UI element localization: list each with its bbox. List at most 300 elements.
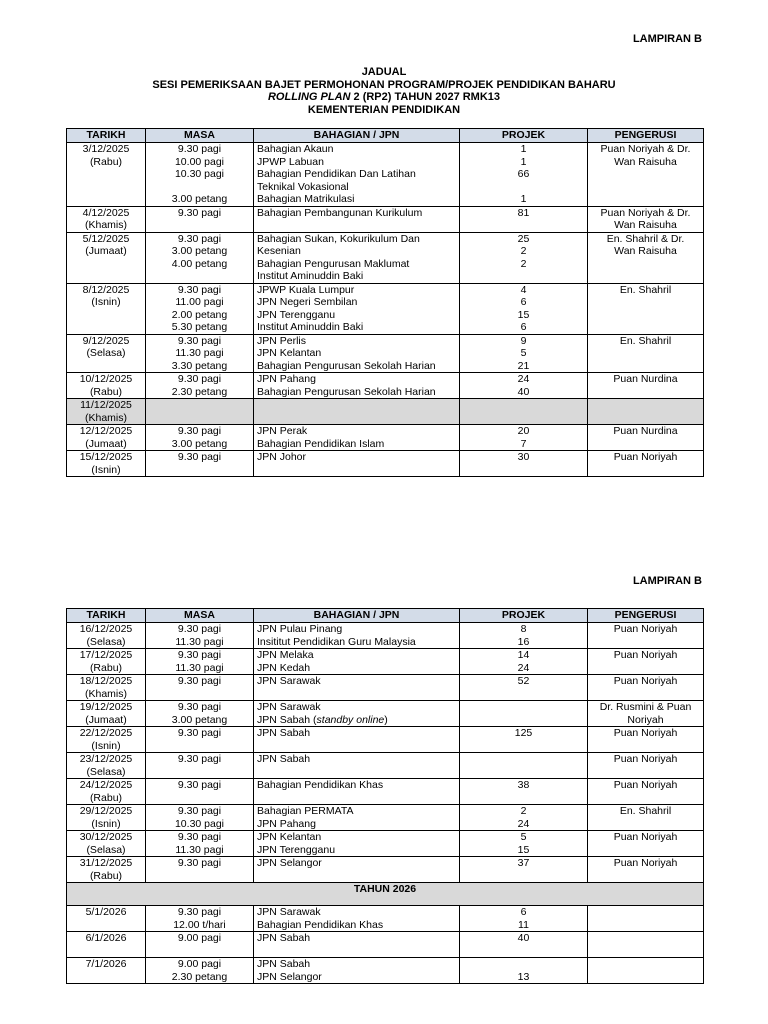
masa-line: 9.30 pagi (177, 675, 222, 687)
projek-line: 15 (517, 843, 530, 856)
cell-bahagian (254, 334, 460, 373)
tarikh-line: (Isnin) (91, 739, 121, 752)
tarikh-line: (Rabu) (89, 869, 123, 882)
tarikh-line (70, 193, 142, 206)
table-header-row (67, 609, 704, 623)
pengerusi-line (591, 438, 700, 451)
bahagian-line: JPN Selangor (257, 857, 322, 869)
year-divider-row (67, 883, 704, 906)
bahagian-line: Kesenian (257, 245, 301, 257)
pengerusi-line (591, 347, 700, 360)
pengerusi-line (591, 688, 700, 701)
masa-line: 12.00 t/hari (173, 918, 226, 931)
cell-bahagian (254, 753, 460, 779)
cell-pengerusi (588, 334, 704, 373)
pengerusi-line: Wan Raisuha (614, 155, 677, 168)
header-masa: MASA (146, 609, 254, 623)
masa-line: 5.30 petang (171, 321, 228, 333)
heading-line-2: SESI PEMERIKSAAN BAJET PERMOHONAN PROGRAM/PROJEK PENDIDIKAN BAHARU (152, 78, 616, 91)
cell-projek (460, 373, 588, 399)
tarikh-line: (Jumaat) (85, 713, 127, 726)
bahagian-line: JPN Sabah (257, 753, 311, 765)
projek-line (463, 870, 584, 883)
projek-line: 40 (517, 932, 530, 944)
table-row (67, 425, 704, 451)
masa-line: 10.30 pagi (174, 817, 225, 830)
pengerusi-line: Noriyah (627, 713, 664, 726)
bahagian-line: Institut Aminuddin Baki (257, 321, 364, 333)
projek-line (463, 753, 584, 766)
pengerusi-line (591, 412, 700, 425)
bahagian-line: JPN Pulau Pinang (257, 623, 343, 635)
tarikh-line: 18/12/2025 (79, 675, 133, 687)
table-row (67, 932, 704, 958)
tarikh-line: 31/12/2025 (79, 857, 133, 869)
cell-tarikh (67, 831, 146, 857)
bahagian-line: Bahagian Sukan, Kokurikulum Dan (257, 232, 420, 245)
pengerusi-line: Puan Noriyah (613, 623, 678, 635)
table-row (67, 857, 704, 883)
cell-pengerusi (588, 831, 704, 857)
cell-tarikh (67, 805, 146, 831)
tarikh-line: (Rabu) (89, 791, 123, 804)
tarikh-line: 3/12/2025 (82, 143, 130, 155)
bahagian-line (257, 740, 456, 753)
cell-masa (146, 143, 254, 207)
cell-tarikh (67, 206, 146, 232)
pengerusi-line: Puan Nurdina (613, 373, 678, 385)
pengerusi-line: Puan Noriyah & Dr. (600, 206, 691, 219)
cell-masa (146, 831, 254, 857)
cell-projek (460, 727, 588, 753)
cell-tarikh (67, 334, 146, 373)
schedule-table-2 (66, 608, 704, 984)
tarikh-line (70, 168, 142, 181)
tarikh-line (70, 945, 142, 958)
cell-projek (460, 831, 588, 857)
cell-tarikh (67, 779, 146, 805)
projek-line: 9 (520, 334, 527, 347)
tarikh-line (70, 270, 142, 283)
table-row (67, 451, 704, 477)
tarikh-line: 6/1/2026 (85, 932, 127, 944)
cell-tarikh (67, 649, 146, 675)
masa-line: 9.30 pagi (177, 805, 222, 817)
cell-tarikh (67, 425, 146, 451)
cell-masa (146, 206, 254, 232)
cell-pengerusi (588, 727, 704, 753)
cell-tarikh (67, 143, 146, 207)
projek-line (463, 412, 584, 425)
tarikh-line: (Selasa) (86, 635, 126, 648)
cell-bahagian (254, 143, 460, 207)
lampiran-label: LAMPIRAN B (632, 33, 702, 45)
bahagian-line: Bahagian Pengurusan Sekolah Harian (257, 359, 436, 372)
cell-pengerusi (588, 373, 704, 399)
cell-pengerusi (588, 779, 704, 805)
masa-line (149, 270, 250, 283)
tarikh-line (70, 181, 142, 194)
masa-line: 10.00 pagi (174, 155, 225, 168)
bahagian-line: Teknikal Vokasional (257, 180, 349, 193)
cell-projek (460, 649, 588, 675)
table-row (67, 143, 704, 207)
cell-projek (460, 675, 588, 701)
cell-bahagian (254, 206, 460, 232)
bahagian-line: JPN Pahang (257, 817, 316, 830)
masa-line: 3.00 petang (171, 713, 228, 726)
masa-line: 9.00 pagi (177, 932, 222, 944)
pengerusi-line (591, 360, 700, 373)
tarikh-line: (Selasa) (86, 347, 126, 359)
cell-pengerusi (588, 932, 704, 958)
pengerusi-line (591, 662, 700, 675)
masa-line: 9.00 pagi (177, 958, 222, 970)
projek-line: 2 (520, 805, 527, 817)
cell-pengerusi (588, 857, 704, 883)
cell-pengerusi (588, 425, 704, 451)
bahagian-italic-note: standby online (316, 713, 385, 726)
tarikh-line: (Khamis) (84, 219, 127, 231)
header-pengerusi: PENGERUSI (588, 609, 704, 623)
header-bahagian: BAHAGIAN / JPN (254, 129, 460, 143)
cell-projek (460, 334, 588, 373)
projek-line: 81 (517, 206, 530, 219)
masa-line: 9.30 pagi (177, 649, 222, 661)
masa-line: 11.30 pagi (175, 661, 224, 674)
projek-line: 1 (520, 193, 527, 205)
bahagian-line (257, 464, 456, 477)
projek-line: 11 (518, 918, 529, 931)
tarikh-line: 29/12/2025 (79, 805, 133, 817)
cell-bahagian (254, 675, 460, 701)
bahagian-line (257, 412, 456, 425)
tarikh-line (70, 971, 142, 984)
cell-tarikh (67, 373, 146, 399)
cell-tarikh (67, 932, 146, 958)
cell-bahagian (254, 779, 460, 805)
masa-line: 9.30 pagi (177, 701, 222, 713)
projek-line: 1 (520, 155, 527, 168)
bahagian-line: Bahagian Akaun (257, 143, 334, 155)
tarikh-line: 19/12/2025 (79, 701, 133, 713)
bahagian-line: JPWP Kuala Lumpur (257, 283, 355, 296)
masa-line: 11.30 pagi (175, 347, 224, 359)
cell-projek (460, 206, 588, 232)
cell-projek (460, 143, 588, 207)
masa-line: 4.00 petang (171, 257, 228, 270)
cell-masa (146, 932, 254, 958)
pengerusi-line (591, 906, 700, 919)
cell-projek (460, 753, 588, 779)
bahagian-line: JPN Negeri Sembilan (257, 296, 358, 308)
bahagian-line: Bahagian Pendidikan Khas (257, 918, 384, 931)
pengerusi-line (591, 296, 700, 309)
tarikh-line: 16/12/2025 (79, 623, 133, 635)
heading-line-1: JADUAL (361, 66, 407, 78)
pengerusi-line: Puan Noriyah & Dr. (600, 143, 691, 155)
bahagian-line: JPN Kelantan (257, 831, 322, 843)
lampiran-label: LAMPIRAN B (632, 575, 702, 587)
masa-line: 3.00 petang (171, 245, 228, 257)
projek-line: 2 (520, 245, 527, 257)
bahagian-line: JPN Melaka (257, 649, 314, 661)
table-row (67, 675, 704, 701)
pengerusi-line (591, 958, 700, 971)
pengerusi-line (591, 386, 700, 399)
cell-pengerusi (588, 451, 704, 477)
masa-line: 3.00 petang (171, 437, 228, 450)
pengerusi-line (591, 919, 700, 932)
heading-line-3-rest: 2 (RP2) TAHUN 2027 RMK13 (350, 91, 501, 103)
masa-line: 9.30 pagi (177, 373, 222, 385)
pengerusi-line (591, 766, 700, 779)
bahagian-tail: ) (384, 713, 388, 726)
masa-line (149, 740, 250, 753)
cell-projek (460, 701, 588, 727)
tarikh-line (70, 360, 142, 373)
cell-masa (146, 727, 254, 753)
cell-projek (460, 451, 588, 477)
table-row (67, 649, 704, 675)
cell-tarikh (67, 753, 146, 779)
tarikh-line: 9/12/2025 (82, 334, 130, 347)
pengerusi-line (591, 309, 700, 322)
projek-line: 25 (517, 232, 530, 245)
pengerusi-line: Wan Raisuha (614, 219, 677, 231)
pengerusi-line: Puan Nurdina (613, 425, 678, 437)
projek-line: 24 (517, 661, 530, 674)
cell-masa (146, 649, 254, 675)
bahagian-line (257, 688, 456, 701)
tarikh-line (70, 258, 142, 271)
cell-tarikh (67, 958, 146, 984)
cell-tarikh (67, 232, 146, 283)
masa-line (149, 870, 250, 883)
bahagian-line: Bahagian Pendidikan Dan Latihan (257, 168, 416, 180)
pengerusi-line (591, 168, 700, 181)
masa-line (149, 219, 250, 232)
projek-line (463, 688, 584, 701)
cell-projek (460, 399, 588, 425)
bahagian-line: JPN Sarawak (257, 906, 321, 918)
cell-pengerusi (588, 906, 704, 932)
projek-line (463, 766, 584, 779)
bahagian-line (257, 792, 456, 805)
cell-masa (146, 425, 254, 451)
pengerusi-line (591, 636, 700, 649)
projek-line (463, 181, 584, 194)
cell-tarikh (67, 857, 146, 883)
cell-tarikh (67, 727, 146, 753)
table-row (67, 334, 704, 373)
table-row (67, 831, 704, 857)
projek-line: 2 (520, 257, 527, 270)
cell-masa (146, 701, 254, 727)
pengerusi-line: Dr. Rusmini & Puan (599, 701, 692, 713)
projek-line: 13 (517, 970, 530, 983)
projek-line: 5 (520, 831, 527, 843)
projek-line (463, 740, 584, 753)
projek-line: 24 (517, 373, 530, 385)
masa-line: 9.30 pagi (177, 753, 222, 765)
masa-line: 9.30 pagi (177, 334, 222, 347)
header-projek: PROJEK (460, 129, 588, 143)
pengerusi-line: En. Shahril (619, 334, 672, 347)
cell-pengerusi (588, 399, 704, 425)
tarikh-line: 15/12/2025 (79, 451, 133, 463)
bahagian-line: JPN Perak (257, 425, 308, 437)
projek-line (463, 958, 584, 971)
masa-line (149, 792, 250, 805)
projek-line: 7 (520, 437, 527, 450)
pengerusi-line: Puan Noriyah (613, 831, 678, 843)
tarikh-line: 5/1/2026 (85, 906, 127, 918)
cell-tarikh (67, 701, 146, 727)
cell-projek (460, 623, 588, 649)
cell-masa (146, 779, 254, 805)
masa-line: 11.30 pagi (175, 843, 224, 856)
projek-line (463, 219, 584, 232)
pengerusi-line (591, 792, 700, 805)
bahagian-line: Bahagian Pendidikan Khas (257, 779, 384, 791)
cell-bahagian (254, 831, 460, 857)
cell-masa (146, 906, 254, 932)
pengerusi-line (591, 270, 700, 283)
bahagian-line: JPN Sabah (standby online) (257, 713, 388, 726)
cell-pengerusi (588, 143, 704, 207)
tarikh-line: (Selasa) (86, 843, 126, 856)
bahagian-line: Bahagian Matrikulasi (257, 193, 355, 205)
projek-line (463, 701, 584, 714)
masa-line (149, 412, 250, 425)
bahagian-line: JPN Sabah (257, 727, 311, 739)
projek-line (463, 464, 584, 477)
table-row (67, 727, 704, 753)
cell-bahagian (254, 805, 460, 831)
cell-masa (146, 373, 254, 399)
tarikh-line: 10/12/2025 (79, 373, 133, 385)
header-projek: PROJEK (460, 609, 588, 623)
bahagian-line: JPN Sabah (257, 958, 311, 970)
cell-bahagian (254, 932, 460, 958)
bahagian-line: Bahagian Pengurusan Sekolah Harian (257, 385, 436, 398)
tarikh-line: 8/12/2025 (82, 283, 130, 296)
projek-line: 38 (517, 779, 530, 791)
masa-line: 9.30 pagi (177, 727, 222, 739)
cell-projek (460, 283, 588, 334)
projek-line (463, 399, 584, 412)
masa-line: 2.30 petang (171, 385, 228, 398)
table-row (67, 206, 704, 232)
cell-projek (460, 857, 588, 883)
bahagian-line (257, 945, 456, 958)
tarikh-line: 30/12/2025 (79, 831, 133, 843)
schedule-body-2 (67, 623, 704, 984)
cell-bahagian (254, 857, 460, 883)
cell-pengerusi (588, 283, 704, 334)
projek-line: 40 (517, 385, 530, 398)
bahagian-line: JPWP Labuan (257, 155, 324, 168)
cell-projek (460, 232, 588, 283)
pengerusi-line (591, 399, 700, 412)
tarikh-line (70, 321, 142, 334)
masa-line: 9.30 pagi (177, 143, 222, 155)
masa-line (149, 688, 250, 701)
projek-line: 16 (517, 635, 530, 648)
bahagian-line: JPN Kelantan (257, 347, 322, 359)
cell-bahagian (254, 232, 460, 283)
bahagian-line (257, 399, 456, 412)
bahagian-line: JPN Johor (257, 451, 307, 463)
cell-masa (146, 753, 254, 779)
cell-bahagian (254, 283, 460, 334)
masa-line: 9.30 pagi (177, 779, 222, 791)
pengerusi-line (591, 740, 700, 753)
cell-bahagian (254, 399, 460, 425)
pengerusi-line (591, 258, 700, 271)
pengerusi-line: Puan Noriyah (613, 857, 678, 869)
table-row (67, 779, 704, 805)
cell-masa (146, 857, 254, 883)
projek-line (463, 792, 584, 805)
masa-line: 2.30 petang (171, 970, 228, 983)
header-bahagian: BAHAGIAN / JPN (254, 609, 460, 623)
masa-line: 9.30 pagi (177, 232, 222, 245)
pengerusi-line (591, 818, 700, 831)
bahagian-line (257, 219, 456, 232)
cell-bahagian (254, 649, 460, 675)
cell-masa (146, 623, 254, 649)
pengerusi-line (591, 181, 700, 194)
tarikh-line: (Jumaat) (85, 245, 127, 257)
projek-line: 30 (517, 451, 530, 463)
pengerusi-line (591, 945, 700, 958)
header-masa: MASA (146, 129, 254, 143)
tarikh-line: (Rabu) (89, 155, 123, 168)
bahagian-line: JPN Sabah (257, 932, 311, 944)
table-row (67, 958, 704, 984)
cell-masa (146, 451, 254, 477)
bahagian-line: Bahagian Pendidikan Islam (257, 437, 385, 450)
cell-pengerusi (588, 675, 704, 701)
table-row (67, 906, 704, 932)
cell-projek (460, 932, 588, 958)
projek-line: 6 (520, 906, 527, 918)
cell-tarikh (67, 623, 146, 649)
cell-pengerusi (588, 206, 704, 232)
tarikh-line: (Isnin) (91, 817, 121, 830)
projek-line: 14 (517, 649, 530, 661)
masa-line (149, 945, 250, 958)
tarikh-line: (Isnin) (91, 296, 121, 308)
cell-pengerusi (588, 805, 704, 831)
cell-bahagian (254, 701, 460, 727)
tarikh-line: (Rabu) (89, 661, 123, 674)
tarikh-line: 7/1/2026 (85, 958, 127, 970)
heading-line-3-italic: ROLLING PLAN (267, 91, 351, 103)
projek-line (463, 945, 584, 958)
tarikh-line (70, 919, 142, 932)
bahagian-line: Bahagian PERMATA (257, 805, 354, 817)
pengerusi-line (591, 464, 700, 477)
pengerusi-line (591, 870, 700, 883)
schedule-table-1 (66, 128, 704, 477)
bahagian-line: JPN Pahang (257, 373, 316, 385)
table-row (67, 701, 704, 727)
masa-line: 9.30 pagi (177, 283, 222, 296)
schedule-body-1 (67, 143, 704, 477)
